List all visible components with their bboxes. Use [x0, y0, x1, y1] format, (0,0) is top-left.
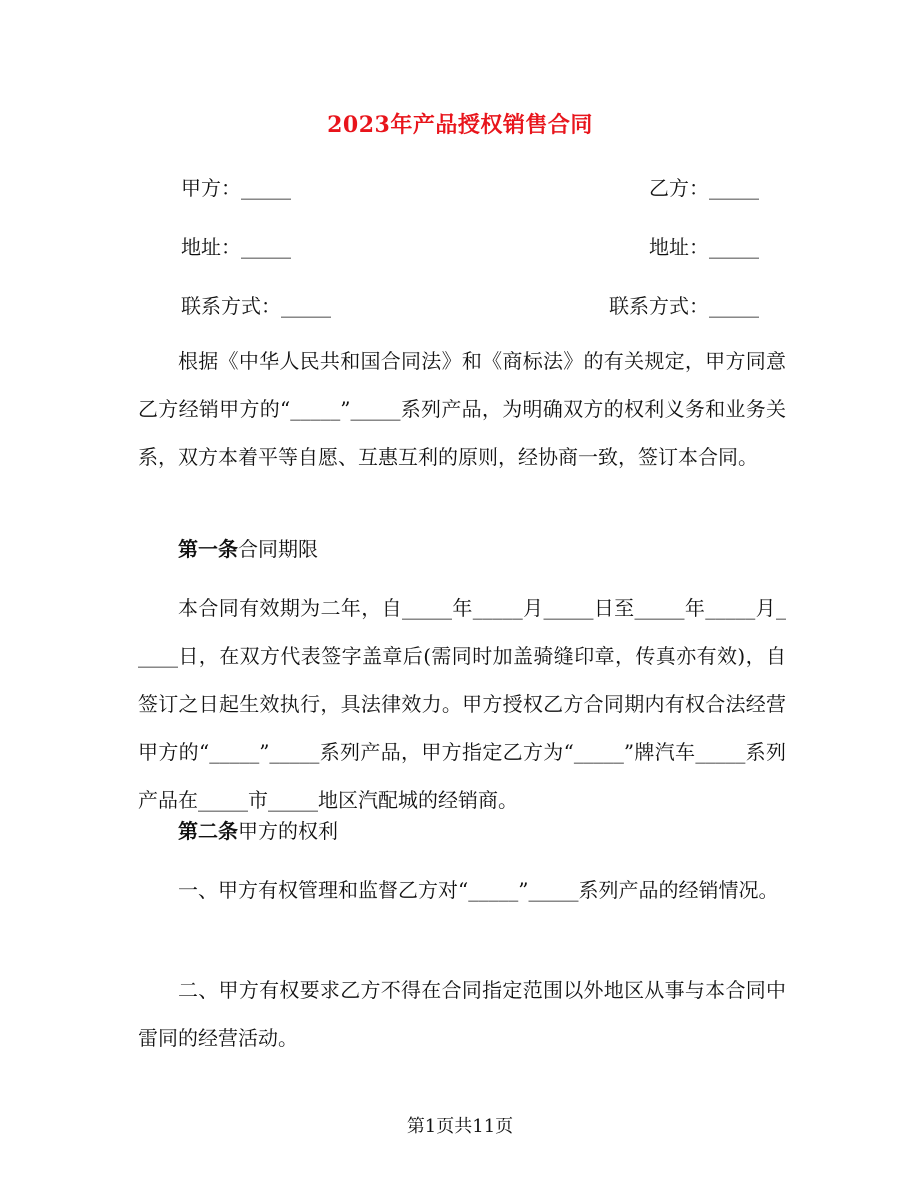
article1-title: 合同期限: [238, 537, 318, 561]
party-row: [181, 174, 759, 202]
document-title: 2023年产品授权销售合同: [327, 112, 593, 138]
article1-heading: [138, 525, 786, 573]
intro-paragraph: 根据《中华人民共和国合同法》和《商标法》的有关规定，甲方同意乙方经销甲方的“_____”_____系列产品，为明确双方的权利义务和业务关系，双方本着平等自愿、互惠互利的原则，经协商一致，签订本合同。: [138, 349, 786, 469]
article1-body: 本合同有效期为二年，自_____年_____月_____日至_____年_____月_____日，在双方代表签字盖章后(需同时加盖骑缝印章，传真亦有效)，自签订之日起生效执行，具法律效力。甲方授权乙方合同期内有权合法经营甲方的“_____”_____系列产品，甲方指定乙方为“_____”牌汽车_____系列产品在_____市_____地区汽配城的经销商。: [138, 596, 786, 812]
article2-heading: [138, 807, 786, 855]
contact-row: [181, 292, 759, 320]
contact-b-field: 联系方式：_____: [609, 294, 759, 318]
party-b-field: 乙方：_____: [649, 176, 759, 200]
article2-title: 甲方的权利: [238, 819, 338, 843]
address-row: [181, 233, 759, 261]
party-a-field: 甲方：_____: [181, 176, 291, 200]
article1-number: 第一条: [178, 537, 238, 561]
page-footer: 第1页共11页: [406, 1116, 514, 1137]
article2-item1: 一、甲方有权管理和监督乙方对“_____”_____系列产品的经销情况。: [178, 878, 779, 902]
address-b-field: 地址：_____: [649, 235, 759, 259]
article2-number: 第二条: [178, 819, 238, 843]
address-a-field: 地址：_____: [181, 235, 291, 259]
article2-item2: 二、甲方有权要求乙方不得在合同指定范围以外地区从事与本合同中雷同的经营活动。: [138, 978, 786, 1050]
contact-a-field: 联系方式：_____: [181, 294, 331, 318]
